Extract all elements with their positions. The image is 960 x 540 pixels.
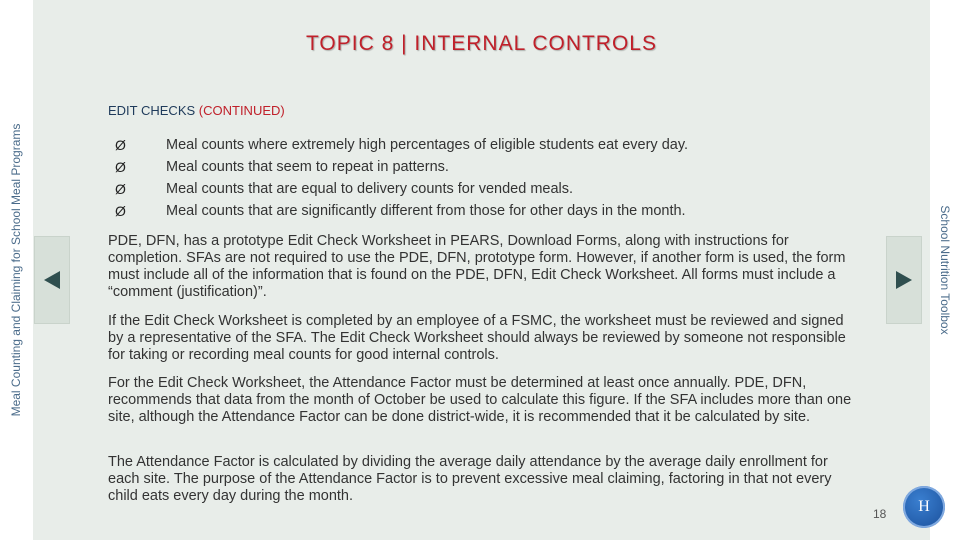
list-item: Ø Meal counts that are significantly different from those for other days in the month. (115, 200, 688, 222)
list-item: Ø Meal counts where extremely high percentages of eligible students eat every day. (115, 134, 688, 156)
section-heading (108, 103, 285, 118)
paragraph-attendance-factor: For the Edit Check Worksheet, the Attendance Factor must be determined at least once annually. PDE, DFN, recommends that data from the month of October be used to calculate this figure. If the SFA includes more than one site, although the Attendance Factor can be done district-wide, it is recommended that it be calculated by site. (108, 375, 852, 425)
bullet-arrow-icon: Ø (115, 159, 126, 175)
previous-slide-button[interactable] (34, 236, 70, 324)
bullet-arrow-icon: Ø (115, 181, 126, 197)
home-button[interactable]: H (903, 486, 945, 528)
bullet-list (115, 134, 688, 222)
next-slide-button[interactable] (886, 236, 922, 324)
slide-content (33, 0, 930, 540)
left-sidebar (0, 0, 32, 540)
page-title: TOPIC 8 | INTERNAL CONTROLS (305, 32, 657, 55)
bullet-arrow-icon: Ø (115, 203, 126, 219)
list-item: Ø Meal counts that seem to repeat in patterns. (115, 156, 688, 178)
paragraph-attendance-calculation: The Attendance Factor is calculated by dividing the average daily attendance by the average daily enrollment for each site. The purpose of the Attendance Factor is to prevent excessive meal claiming, factoring in that not every child eats every day during the month. (108, 454, 832, 504)
right-sidebar (930, 0, 960, 540)
section-heading-continued: (CONTINUED) (198, 103, 285, 118)
toolbox-title-vertical: School Nutrition Toolbox (938, 205, 952, 335)
triangle-right-icon (896, 271, 912, 289)
program-title-vertical: Meal Counting and Claiming for School Meal Programs (9, 123, 23, 417)
section-heading-main: EDIT CHECKS (108, 103, 199, 118)
paragraph-pde-worksheet: PDE, DFN, has a prototype Edit Check Worksheet in PEARS, Download Forms, along with instructions for completion. SFAs are not required to use the PDE, DFN, prototype form. However, if another form is used, the form must include all of the information that is found on the PDE, DFN, Edit Check Worksheet. All forms must include a “comment (justification)”. (108, 233, 846, 300)
bullet-arrow-icon: Ø (115, 137, 126, 153)
list-item: Ø Meal counts that are equal to delivery counts for vended meals. (115, 178, 688, 200)
page-number: 18 (873, 507, 887, 521)
paragraph-fsmc-review: If the Edit Check Worksheet is completed by an employee of a FSMC, the worksheet must be reviewed and signed by a representative of the SFA. The Edit Check Worksheet should always be reviewed by someone not responsible for taking or recording meal counts for good internal controls. (108, 313, 846, 363)
triangle-left-icon (44, 271, 60, 289)
